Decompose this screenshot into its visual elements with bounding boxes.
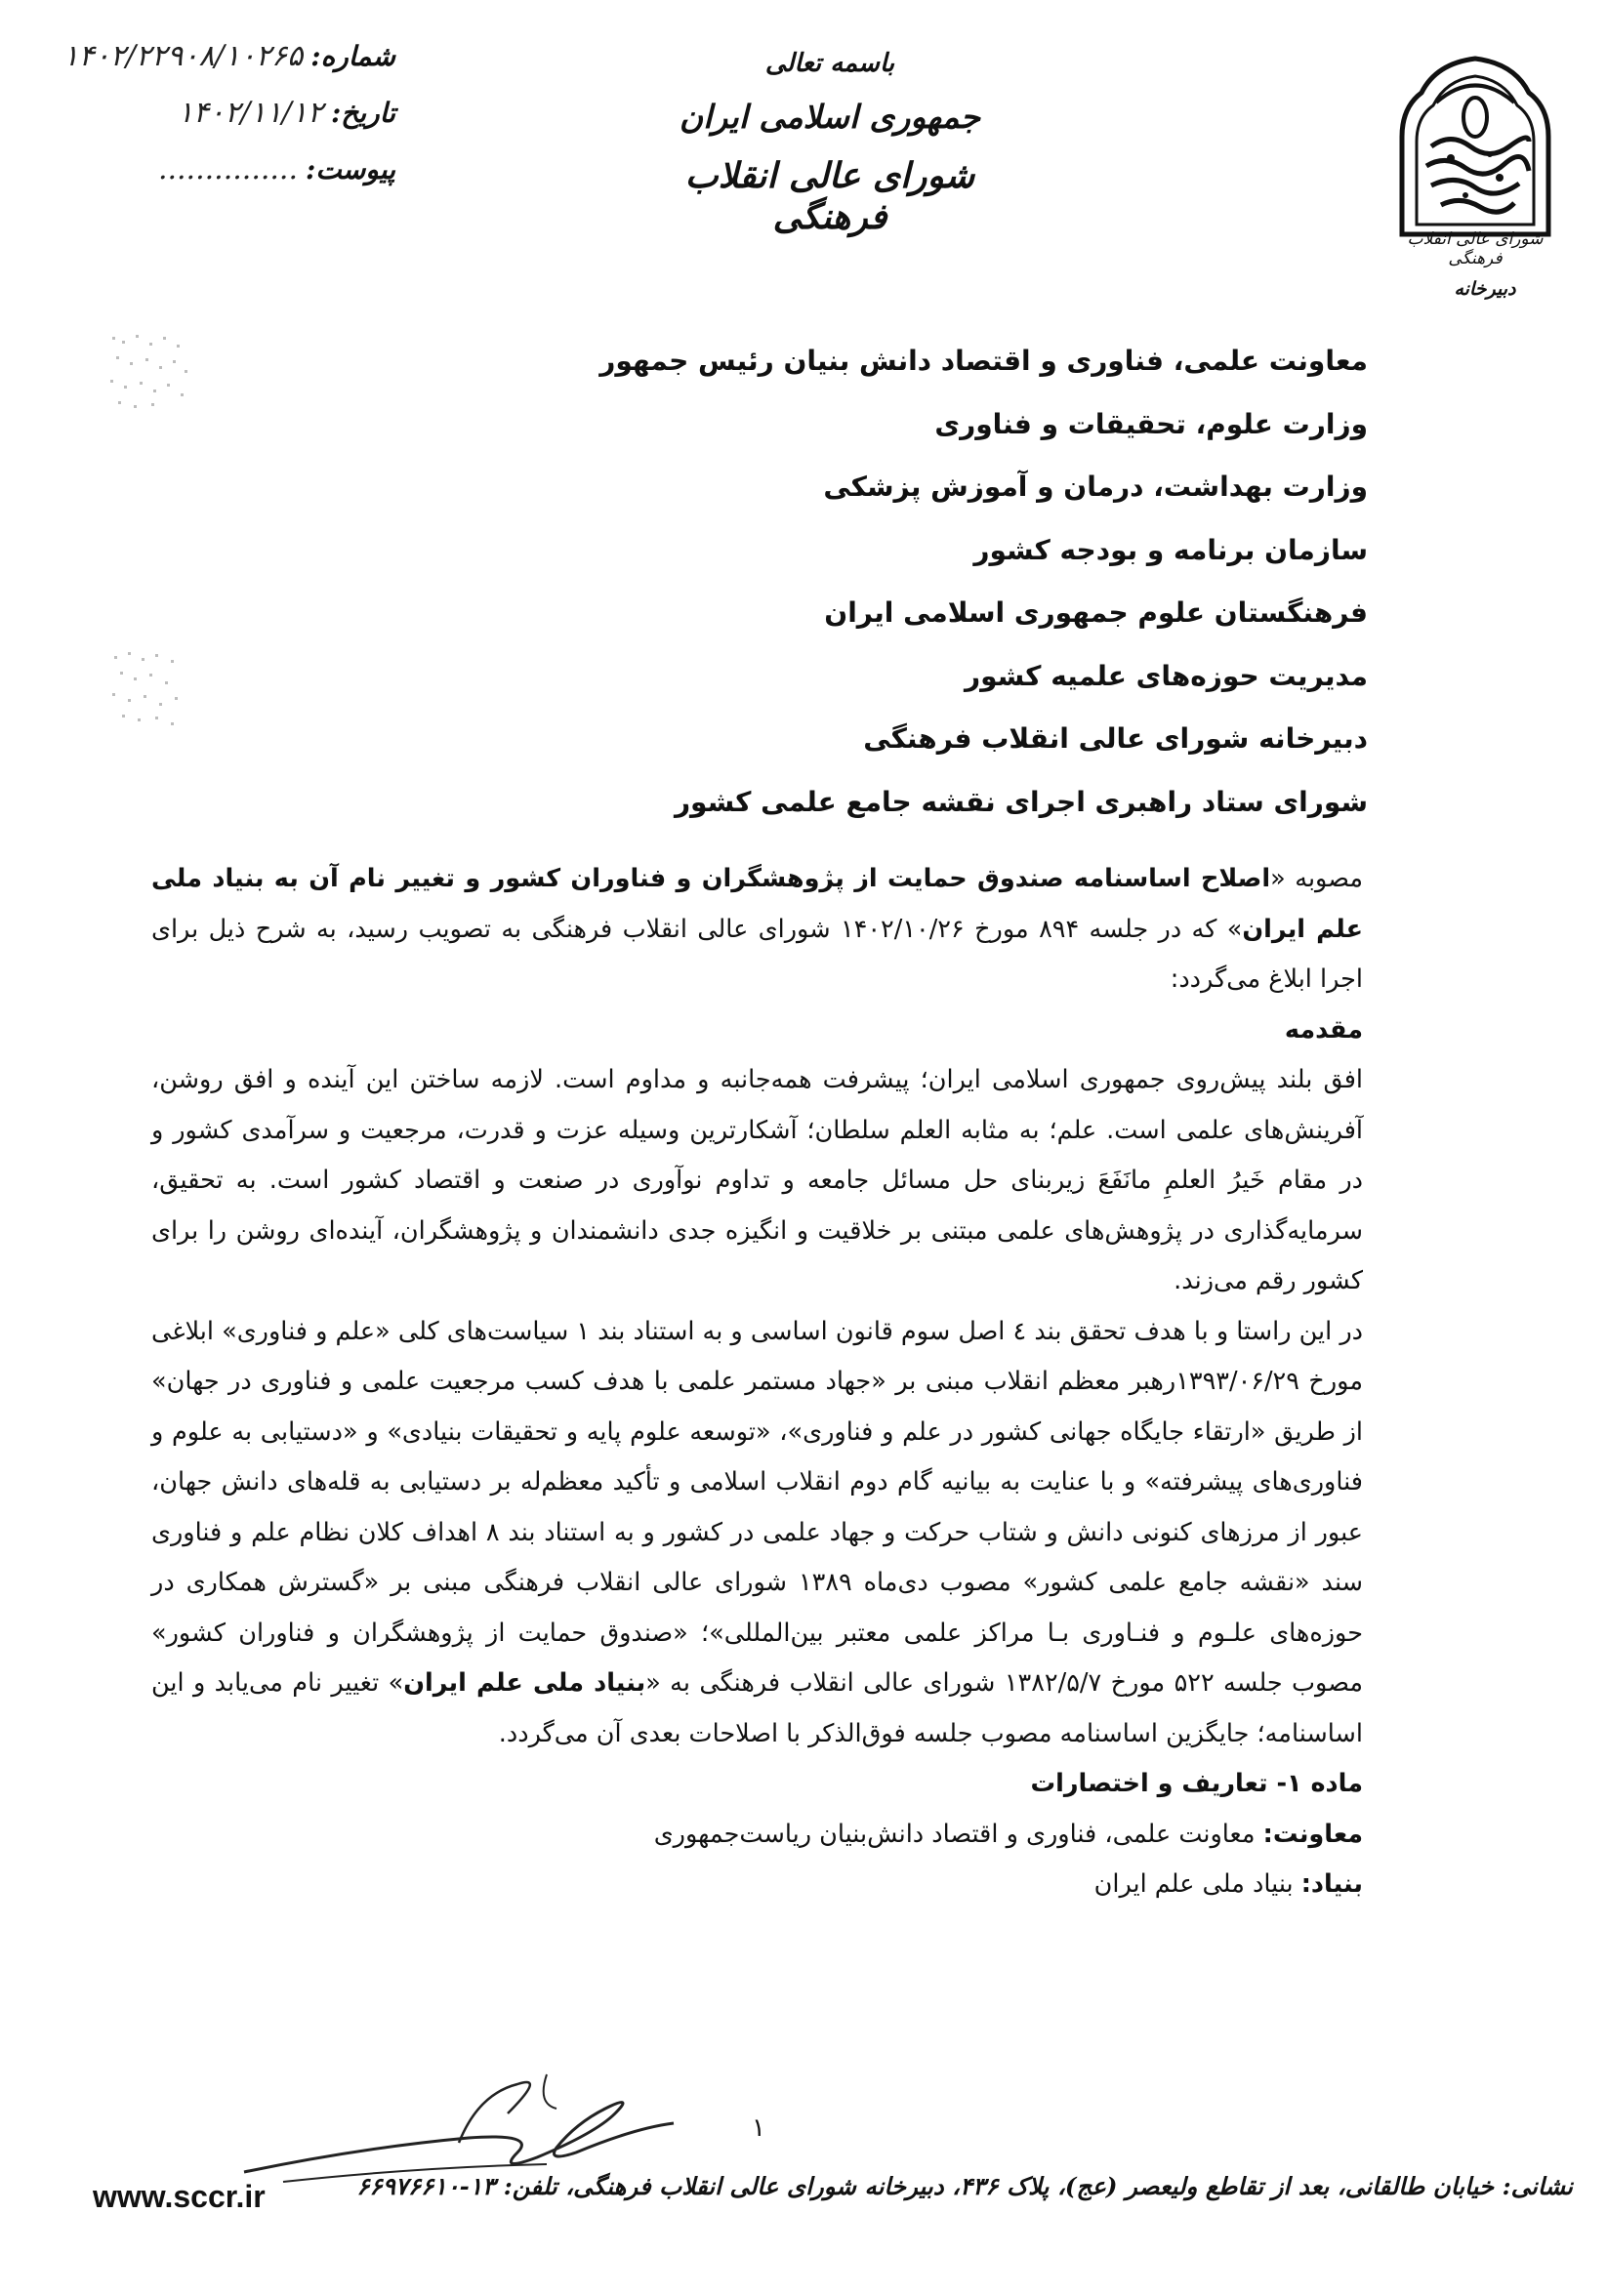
invocation: باسمه تعالی: [764, 49, 895, 78]
letter-date-row: [44, 96, 395, 152]
recipient-item: مدیریت حوزه‌های علمیه کشور: [965, 659, 1368, 692]
council-name: شورای عالی انقلاب فرهنگی: [684, 155, 975, 237]
date-label: تاریخ:: [330, 97, 395, 129]
country-name: جمهوری اسلامی ایران: [679, 98, 981, 136]
attachment-value: ...............: [157, 152, 298, 186]
handwritten-signature: [225, 2055, 713, 2192]
number-value: ۱۴۰۲/۲۲۹۰۸/۱۰۲۶۵: [62, 39, 304, 73]
website-link[interactable]: www.sccr.ir: [93, 2179, 266, 2214]
definition-row: [151, 1810, 1363, 1861]
definition-term: معاونت:: [1262, 1819, 1363, 1849]
letter-number-row: [44, 39, 395, 96]
letter-body: [151, 854, 1363, 1910]
faint-stamp-mark: [103, 327, 195, 415]
emblem-secretariat-label: دبیرخانه: [1454, 278, 1516, 300]
section-heading-introduction: مقدمه: [1284, 1014, 1363, 1045]
page-number: ۱: [752, 2113, 765, 2143]
intro-suffix: » که در جلسه ۸۹۴ مورخ ۱۴۰۲/۱۰/۲۶ شورای عالی انقلاب فرهنگی به تصویب رسید، به شرح ذیل برای اجرا ابلاغ می‌گردد:: [151, 914, 1363, 994]
attachment-label: پیوست:: [306, 153, 395, 185]
recipient-item: وزارت بهداشت، درمان و آموزش پزشکی: [823, 471, 1368, 503]
paragraph-2-part-2: » تغییر نام می‌یابد و این اساسنامه؛ جایگزین اساسنامه مصوب جلسه فوق‌الذکر با اصلاحات بعدی آن می‌گردد.: [151, 1668, 1363, 1748]
body-paragraph-2: [151, 1307, 1363, 1760]
faint-stamp-mark: [103, 644, 195, 732]
letterhead: [625, 49, 1035, 237]
number-label: شماره:: [310, 40, 395, 72]
definition-value: بنیاد ملی علم ایران: [1093, 1869, 1301, 1899]
intro-paragraph: [151, 854, 1363, 1005]
definition-term: بنیاد:: [1300, 1869, 1363, 1899]
emblem-caption: شورای عالی انقلاب فرهنگی: [1407, 229, 1544, 268]
paragraph-2-part-1: در این راستا و با هدف تحقق بند ٤ اصل سوم قانون اساسی و به استناد بند ۱ سیاست‌های کلی «علم و فناوری» ابلاغی مورخ ۱۳۹۳/۰۶/۲۹رهبر معظم انقلاب مبنی بر «جهاد مستمر علمی با هدف کسب مرجعیت علمی و فناوری در جهان» از طریق «ارتقاء جایگاه جهانی کشور در علم و فناوری»، «توسعه علوم پایه و تحقیقات بنیادی» و «دستیابی به علوم و فناوری‌های پیشرفته» و با عنایت به بیانیه گام دوم انقلاب اسلامی و تأکید معظم‌له بر دستیابی به قله‌های دانش جهان، عبور از مرزهای کنونی دانش و شتاب حرکت و جهاد علمی در کشور و به استناد بند ۸ اهداف کلان نظام علم و فناوری سند «نقشه جامع علمی کشور» مصوب دی‌ماه ۱۳۸۹ شورای عالی انقلاب فرهنگی مبنی بر «گسترش همکاری در حوزه‌های علـوم و فنـاوری بـا مراکز علمی معتبر بین‌المللی»؛ «صندوق حمایت از پژوهشگران و فناوران کشور» مصوب جلسه ۵۲۲ مورخ ۱۳۸۲/۵/۷ شورای عالی انقلاب فرهنگی به «: [151, 1316, 1364, 1698]
recipient-item: معاونت علمی، فناوری و اقتصاد دانش بنیان رئیس جمهور: [599, 345, 1368, 377]
footer-address: نشانی: خیابان طالقانی، بعد از تقاطع ولیعصر (عج)، پلاک ۴۳۶، دبیرخانه شورای عالی انقلاب فرهنگی، تلفن: ۱۳-۶۶۹۷۶۶۱۰: [356, 2172, 1573, 2200]
definition-row: [151, 1860, 1363, 1910]
recipient-item: وزارت علوم، تحقیقات و فناوری: [934, 407, 1368, 440]
recipient-item: فرهنگستان علوم جمهوری اسلامی ایران: [824, 596, 1368, 629]
recipient-item: دبیرخانه شورای عالی انقلاب فرهنگی: [863, 722, 1368, 755]
letter-meta: [44, 39, 395, 209]
resolution-title: اصلاح اساسنامه صندوق حمایت از پژوهشگران و فناوران کشور و تغییر نام آن به بنیاد ملی علم ایران: [151, 864, 1363, 944]
definition-value: معاونت علمی، فناوری و اقتصاد دانش‌بنیان ریاست‌جمهوری: [653, 1819, 1263, 1849]
intro-prefix: مصوبه «: [1270, 864, 1364, 893]
recipients-list: [245, 342, 1368, 845]
body-paragraph-1: افق بلند پیش‌روی جمهوری اسلامی ایران؛ پیشرفت همه‌جانبه و مداوم است. لازمه ساختن این آینده و افق روشن، آفرینش‌های علمی است. علم؛ به مثابه العلم سلطان؛ آشکارترین وسیله عزت و قدرت، مرجعیت و سرآمدی کشور و در مقام خَیرُ العلمِ مانَفَعَ زیربنای حل مسائل جامعه و تداوم نوآوری در صنعت و اقتصاد کشور است. به تحقیق، سرمایه‌گذاری در پژوهش‌های علمی مبتنی بر خلاقیت و انگیزه جدی دانشمندان و پژوهشگران، آینده‌ای روشن را برای کشور رقم می‌زند.: [151, 1065, 1363, 1295]
recipient-item: شورای ستاد راهبری اجرای نقشه جامع علمی کشور: [674, 785, 1368, 818]
date-value: ۱۴۰۲/۱۱/۱۲: [177, 96, 323, 130]
recipient-item: سازمان برنامه و بودجه کشور: [973, 533, 1368, 566]
article-1-heading: ماده ۱- تعاریف و اختصارات: [1030, 1769, 1363, 1798]
council-emblem-logo: [1382, 49, 1568, 254]
attachment-row: [44, 152, 395, 209]
new-foundation-name: بنیاد ملی علم ایران: [403, 1668, 646, 1698]
